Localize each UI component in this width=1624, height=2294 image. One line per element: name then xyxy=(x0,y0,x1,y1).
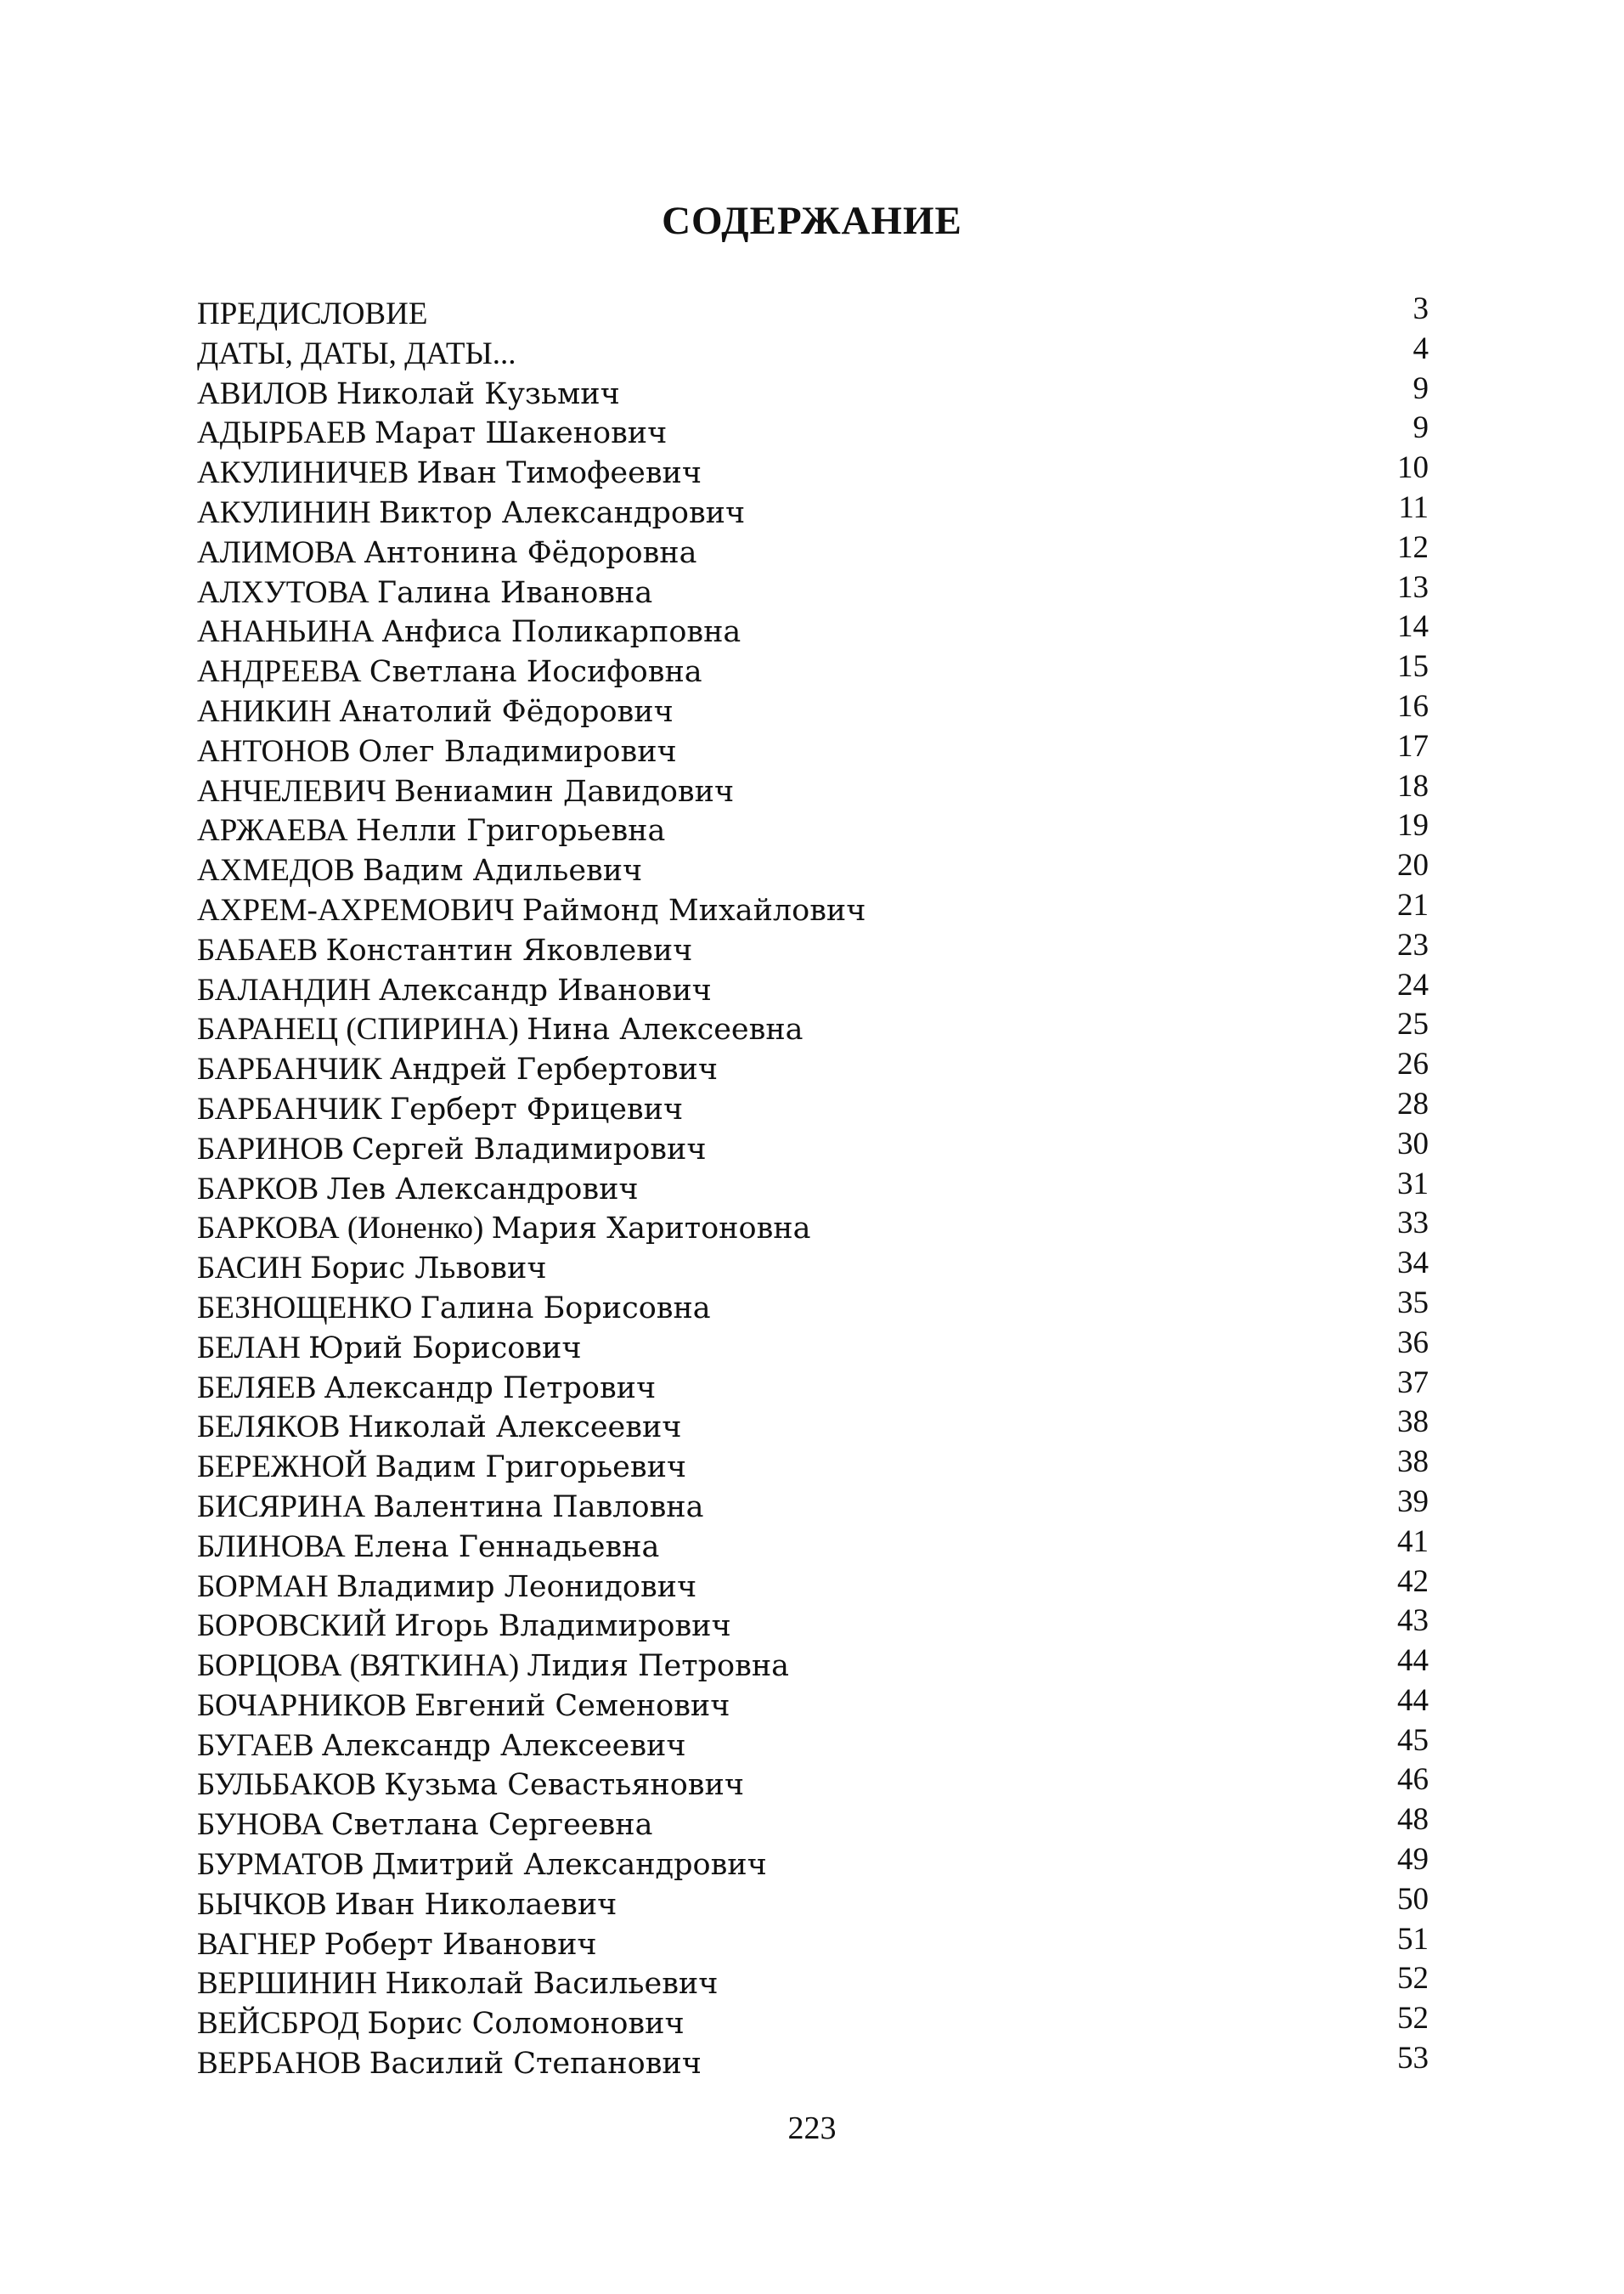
toc-entry-title xyxy=(197,2044,702,2084)
toc-entry-page-number: 10 xyxy=(1397,450,1429,486)
toc-entry-page-number: 37 xyxy=(1397,1365,1429,1400)
toc-entry-page-number: 12 xyxy=(1397,529,1429,565)
toc-entry-given-names: Лидия Петровна xyxy=(527,1649,790,1684)
toc-entry xyxy=(197,1523,1429,1568)
toc-entry xyxy=(197,410,1429,454)
toc-entry-surname: БОРЦОВА (ВЯТКИНА) xyxy=(197,1648,520,1684)
toc-entry xyxy=(197,489,1429,534)
toc-entry-page-number: 14 xyxy=(1397,609,1429,645)
toc-entry-given-names: Сергей Владимирович xyxy=(352,1132,707,1167)
toc-entry-given-names: Нелли Григорьевна xyxy=(355,814,666,849)
toc-entry-surname: БУРМАТОВ xyxy=(197,1847,364,1883)
toc-entry-title xyxy=(197,1130,706,1170)
toc-entry-given-names: Дмитрий Александрович xyxy=(371,1848,767,1883)
toc-entry-title xyxy=(197,1647,789,1687)
toc-entry-page-number: 13 xyxy=(1397,569,1429,605)
toc-entry-given-names: Анфиса Поликарповна xyxy=(381,615,742,650)
toc-entry-page-number: 38 xyxy=(1397,1444,1429,1480)
toc-entry-page-number: 28 xyxy=(1397,1086,1429,1122)
toc-entry-given-names: Мария Харитоновна xyxy=(491,1212,811,1246)
toc-entry-title xyxy=(197,851,642,891)
toc-entry-given-names: Александр Иванович xyxy=(378,973,712,1008)
toc-entry-given-names: Елена Геннадьевна xyxy=(352,1529,660,1564)
toc-entry xyxy=(197,728,1429,772)
toc-entry-given-names: Евгений Семенович xyxy=(414,1688,730,1723)
toc-entry xyxy=(197,1921,1429,1965)
toc-entry-given-names: Антонина Фёдоровна xyxy=(364,535,697,570)
toc-entry-surname: БЕРЕЖНОЙ xyxy=(197,1449,368,1485)
toc-entry-surname: БАРКОВ xyxy=(197,1171,319,1206)
toc-entry-title xyxy=(197,1090,683,1130)
toc-entry-page-number: 53 xyxy=(1397,2041,1429,2076)
toc-entry-surname: АРЖАЕВА xyxy=(197,813,348,849)
toc-entry xyxy=(197,1206,1429,1249)
toc-entry-page-number: 16 xyxy=(1397,688,1429,724)
toc-entry-page-number: 39 xyxy=(1397,1483,1429,1519)
toc-entry-given-names: Нина Алексеевна xyxy=(527,1013,804,1048)
toc-entry-page-number: 44 xyxy=(1397,1643,1429,1679)
toc-entry-page-number: 36 xyxy=(1397,1325,1429,1360)
toc-entry-title xyxy=(197,1170,639,1210)
toc-entry-title xyxy=(197,414,667,454)
toc-entry xyxy=(197,569,1429,613)
toc-entry-title xyxy=(197,613,741,653)
toc-entry-page-number: 50 xyxy=(1397,1881,1429,1917)
toc-entry-surname: БАБАЕВ xyxy=(197,932,319,968)
toc-entry-page-number: 9 xyxy=(1413,410,1429,446)
toc-entry-surname: АНАНЬИНА xyxy=(197,614,375,650)
toc-entry-given-names: Василий Степанович xyxy=(369,2047,702,2082)
toc-entry-page-number: 42 xyxy=(1397,1563,1429,1599)
toc-entry xyxy=(197,1842,1429,1885)
toc-entry-given-names: Кузьма Севастьянович xyxy=(384,1768,744,1803)
toc-entry-given-names: Раймонд Михайлович xyxy=(522,893,866,928)
toc-entry-surname: БЕЛАН xyxy=(197,1330,301,1365)
toc-entry-given-names: Иван Тимофеевич xyxy=(416,456,702,491)
toc-entry-page-number: 11 xyxy=(1398,489,1429,525)
toc-entry-surname: БУГАЕВ xyxy=(197,1727,314,1763)
toc-entry-title xyxy=(197,574,652,613)
toc-entry-page-number: 52 xyxy=(1397,2001,1429,2037)
toc-entry-surname: ДАТЫ, ДАТЫ, ДАТЫ... xyxy=(197,336,516,371)
toc-entry xyxy=(197,1603,1429,1647)
toc-entry-title xyxy=(197,1885,617,1925)
toc-entry-title xyxy=(197,2004,685,2044)
toc-entry-title xyxy=(197,1607,731,1647)
toc-entry-title xyxy=(197,971,712,1011)
toc-entry-title xyxy=(197,1528,659,1568)
toc-entry-surname: АХРЕМ-АХРЕМОВИЧ xyxy=(197,892,515,928)
toc-entry xyxy=(197,1047,1429,1090)
toc-entry xyxy=(197,1285,1429,1329)
toc-entry-given-names: Роберт Иванович xyxy=(324,1927,597,1962)
toc-entry-title xyxy=(197,772,734,812)
toc-entry xyxy=(197,808,1429,851)
toc-entry-page-number: 35 xyxy=(1397,1285,1429,1320)
toc-entry-page-number: 9 xyxy=(1413,370,1429,406)
toc-entry-page-number: 21 xyxy=(1397,887,1429,923)
toc-entry-title xyxy=(197,375,620,415)
toc-entry-given-names: Борис Львович xyxy=(310,1252,547,1286)
toc-entry-title xyxy=(197,1845,767,1885)
toc-entry-surname: БУНОВА xyxy=(197,1807,324,1843)
toc-entry xyxy=(197,1682,1429,1726)
toc-entry xyxy=(197,2001,1429,2044)
toc-entry-given-names: Светлана Иосифовна xyxy=(369,655,702,690)
toc-entry xyxy=(197,1404,1429,1448)
toc-entry xyxy=(197,768,1429,812)
toc-entry-surname: БУЛЬБАКОВ xyxy=(197,1767,376,1803)
toc-entry xyxy=(197,1007,1429,1050)
toc-entry-title xyxy=(197,494,745,534)
toc-entry xyxy=(197,331,1429,375)
toc-entry xyxy=(197,649,1429,692)
toc-entry-page-number: 51 xyxy=(1397,1921,1429,1957)
toc-entry-page-number: 20 xyxy=(1397,848,1429,884)
toc-entry xyxy=(197,1643,1429,1687)
toc-entry xyxy=(197,529,1429,574)
toc-entry-given-names: Владимир Леонидович xyxy=(336,1569,697,1604)
toc-entry xyxy=(197,1086,1429,1130)
toc-entry-surname: АНТОНОВ xyxy=(197,733,351,769)
toc-entry-title xyxy=(197,1766,744,1805)
toc-entry-title xyxy=(197,1369,656,1409)
toc-entry xyxy=(197,1961,1429,2004)
toc-entry-surname: БЕЛЯКОВ xyxy=(197,1410,341,1445)
toc-entry-page-number: 34 xyxy=(1397,1246,1429,1281)
toc-entry-given-names: Анатолий Фёдорович xyxy=(339,694,674,729)
toc-entry xyxy=(197,1563,1429,1607)
toc-entry-given-names: Николай Кузьмич xyxy=(336,376,620,411)
toc-entry xyxy=(197,609,1429,653)
page-title: СОДЕРЖАНИЕ xyxy=(662,199,962,243)
toc-entry-title xyxy=(197,454,702,494)
toc-entry-given-names: Валентина Павловна xyxy=(373,1489,704,1524)
toc-entry xyxy=(197,1802,1429,1845)
toc-entry xyxy=(197,848,1429,891)
toc-entry-surname: ВЕРБАНОВ xyxy=(197,2046,362,2082)
toc-entry-title xyxy=(197,732,677,772)
toc-entry-given-names: Лев Александрович xyxy=(326,1172,639,1206)
toc-entry xyxy=(197,887,1429,931)
toc-entry-title xyxy=(197,1010,804,1050)
toc-entry-title xyxy=(197,1488,703,1528)
toc-entry-surname: ВЕРШИНИН xyxy=(197,1966,378,2002)
toc-entry-title xyxy=(197,891,866,931)
toc-entry-page-number: 15 xyxy=(1397,649,1429,685)
toc-entry xyxy=(197,1444,1429,1488)
toc-entry-given-names: Александр Петрович xyxy=(324,1370,657,1405)
toc-entry-surname: АНЧЕЛЕВИЧ xyxy=(197,773,386,809)
toc-entry-title xyxy=(197,1805,652,1845)
toc-entry-title xyxy=(197,1408,681,1448)
toc-entry-given-names: Вениамин Давидович xyxy=(394,774,735,809)
toc-entry-page-number: 25 xyxy=(1397,1007,1429,1042)
toc-entry-given-names: Юрий Борисович xyxy=(308,1331,582,1365)
toc-entry-surname: АЛХУТОВА xyxy=(197,574,369,610)
toc-entry-title xyxy=(197,653,702,692)
toc-entry-title xyxy=(197,335,516,375)
toc-entry-page-number: 4 xyxy=(1413,331,1429,366)
toc-entry-title xyxy=(197,1448,686,1488)
toc-entry-title xyxy=(197,1249,546,1289)
toc-entry-surname: АДЫРБАЕВ xyxy=(197,415,367,451)
toc-entry-page-number: 23 xyxy=(1397,927,1429,963)
toc-entry-surname: БЕЛЯЕВ xyxy=(197,1370,317,1405)
toc-entry-surname: ВАГНЕР xyxy=(197,1926,317,1962)
toc-entry-title xyxy=(197,1925,597,1965)
toc-entry-page-number: 52 xyxy=(1397,1961,1429,1997)
toc-entry-title xyxy=(197,692,674,732)
toc-entry-title xyxy=(197,811,665,851)
toc-entry-page-number: 46 xyxy=(1397,1762,1429,1798)
toc-entry xyxy=(197,1246,1429,1289)
toc-entry xyxy=(197,1483,1429,1528)
toc-entry xyxy=(197,291,1429,335)
toc-entry-given-names: Борис Соломонович xyxy=(367,2007,685,2042)
toc-entry-title xyxy=(197,1964,718,2004)
toc-entry-given-names: Иван Николаевич xyxy=(334,1887,617,1922)
toc-entry xyxy=(197,1365,1429,1409)
toc-entry-given-names: Герберт Фрицевич xyxy=(389,1092,684,1127)
toc-entry-surname: БЕЗНОЩЕНКО xyxy=(197,1290,413,1325)
toc-entry-surname: БАРКОВА (Ионенко) xyxy=(197,1211,484,1246)
toc-entry-surname: ВЕЙСБРОД xyxy=(197,2006,360,2042)
toc-entry-given-names: Игорь Владимирович xyxy=(394,1609,731,1644)
toc-entry-surname: АКУЛИНИЧЕВ xyxy=(197,455,409,491)
toc-entry-surname: БИСЯРИНА xyxy=(197,1489,366,1524)
page-number: 223 xyxy=(787,2110,837,2146)
toc-entry-page-number: 17 xyxy=(1397,728,1429,764)
toc-entry-surname: АНИКИН xyxy=(197,693,332,729)
toc-entry-page-number: 48 xyxy=(1397,1802,1429,1838)
toc-entry-page-number: 33 xyxy=(1397,1206,1429,1241)
toc-entry-page-number: 24 xyxy=(1397,967,1429,1003)
toc-entry-surname: БАРБАНЧИК xyxy=(197,1052,382,1088)
toc-entry xyxy=(197,450,1429,494)
toc-entry-page-number: 31 xyxy=(1397,1166,1429,1201)
toc-entry-surname: АХМЕДОВ xyxy=(197,853,355,889)
toc-entry-page-number: 49 xyxy=(1397,1842,1429,1878)
toc-entry-title xyxy=(197,1329,581,1369)
toc-entry-given-names: Николай Алексеевич xyxy=(347,1410,682,1445)
toc-entry-title xyxy=(197,1568,696,1607)
toc-entry-surname: БАРАНЕЦ (СПИРИНА) xyxy=(197,1012,519,1048)
toc-entry-page-number: 44 xyxy=(1397,1682,1429,1718)
toc-entry-surname: БОРМАН xyxy=(197,1568,329,1604)
toc-entry-given-names: Галина Ивановна xyxy=(376,575,653,610)
toc-entry-surname: БЫЧКОВ xyxy=(197,1886,327,1922)
toc-entry-surname: АКУЛИНИН xyxy=(197,494,371,530)
toc-entry-title xyxy=(197,931,692,971)
toc-entry xyxy=(197,967,1429,1011)
toc-entry-surname: БАСИН xyxy=(197,1251,302,1286)
toc-entry-page-number: 19 xyxy=(1397,808,1429,844)
toc-entry-title xyxy=(197,1289,711,1329)
toc-entry-surname: БАЛАНДИН xyxy=(197,972,371,1008)
toc-entry-surname: АЛИМОВА xyxy=(197,534,357,570)
toc-entry-title xyxy=(197,1209,811,1249)
toc-entry-surname: АВИЛОВ xyxy=(197,376,329,411)
toc-entry-page-number: 45 xyxy=(1397,1722,1429,1758)
toc-entry-title xyxy=(197,1726,686,1766)
toc-entry-given-names: Вадим Адильевич xyxy=(362,854,643,889)
toc-entry-given-names: Виктор Александрович xyxy=(378,495,746,530)
toc-entry-surname: БОРОВСКИЙ xyxy=(197,1608,386,1644)
toc-entry-given-names: Олег Владимирович xyxy=(358,734,677,769)
toc-entry-given-names: Марат Шакенович xyxy=(374,416,668,451)
toc-entry-surname: БОЧАРНИКОВ xyxy=(197,1687,407,1723)
toc-entry-given-names: Вадим Григорьевич xyxy=(375,1450,687,1485)
toc-entry-page-number: 26 xyxy=(1397,1047,1429,1082)
toc-entry xyxy=(197,2041,1429,2084)
toc-entry-given-names: Галина Борисовна xyxy=(420,1291,711,1325)
toc-entry xyxy=(197,927,1429,971)
toc-entry-surname: БЛИНОВА xyxy=(197,1528,346,1564)
toc-entry-page-number: 41 xyxy=(1397,1523,1429,1559)
toc-entry-given-names: Светлана Сергеевна xyxy=(330,1808,653,1843)
toc-entry-title xyxy=(197,295,427,335)
toc-entry xyxy=(197,688,1429,732)
toc-entry-surname: БАРБАНЧИК xyxy=(197,1091,382,1127)
toc-entry-page-number: 43 xyxy=(1397,1603,1429,1639)
toc-entry-surname: ПРЕДИСЛОВИЕ xyxy=(197,297,428,331)
toc-entry-given-names: Андрей Гербертович xyxy=(389,1053,718,1088)
toc-entry-surname: БАРИНОВ xyxy=(197,1131,344,1167)
toc-entry-page-number: 18 xyxy=(1397,768,1429,804)
toc-entry xyxy=(197,1722,1429,1766)
toc-entry-title xyxy=(197,534,697,574)
toc-entry xyxy=(197,1762,1429,1805)
toc-entry-page-number: 38 xyxy=(1397,1404,1429,1440)
toc-entry xyxy=(197,1166,1429,1210)
toc-entry-page-number: 30 xyxy=(1397,1126,1429,1161)
toc-entry-title xyxy=(197,1687,730,1726)
toc-entry-surname: АНДРЕЕВА xyxy=(197,654,362,690)
toc-entry-title xyxy=(197,1050,718,1090)
table-of-contents xyxy=(197,291,1429,2084)
toc-entry-page-number: 3 xyxy=(1413,291,1429,326)
toc-entry-given-names: Александр Алексеевич xyxy=(321,1728,686,1763)
toc-entry xyxy=(197,370,1429,415)
toc-entry xyxy=(197,1325,1429,1369)
toc-entry xyxy=(197,1126,1429,1170)
toc-entry-given-names: Николай Васильевич xyxy=(385,1967,719,2002)
toc-entry xyxy=(197,1881,1429,1925)
toc-entry-given-names: Константин Яковлевич xyxy=(325,933,693,968)
